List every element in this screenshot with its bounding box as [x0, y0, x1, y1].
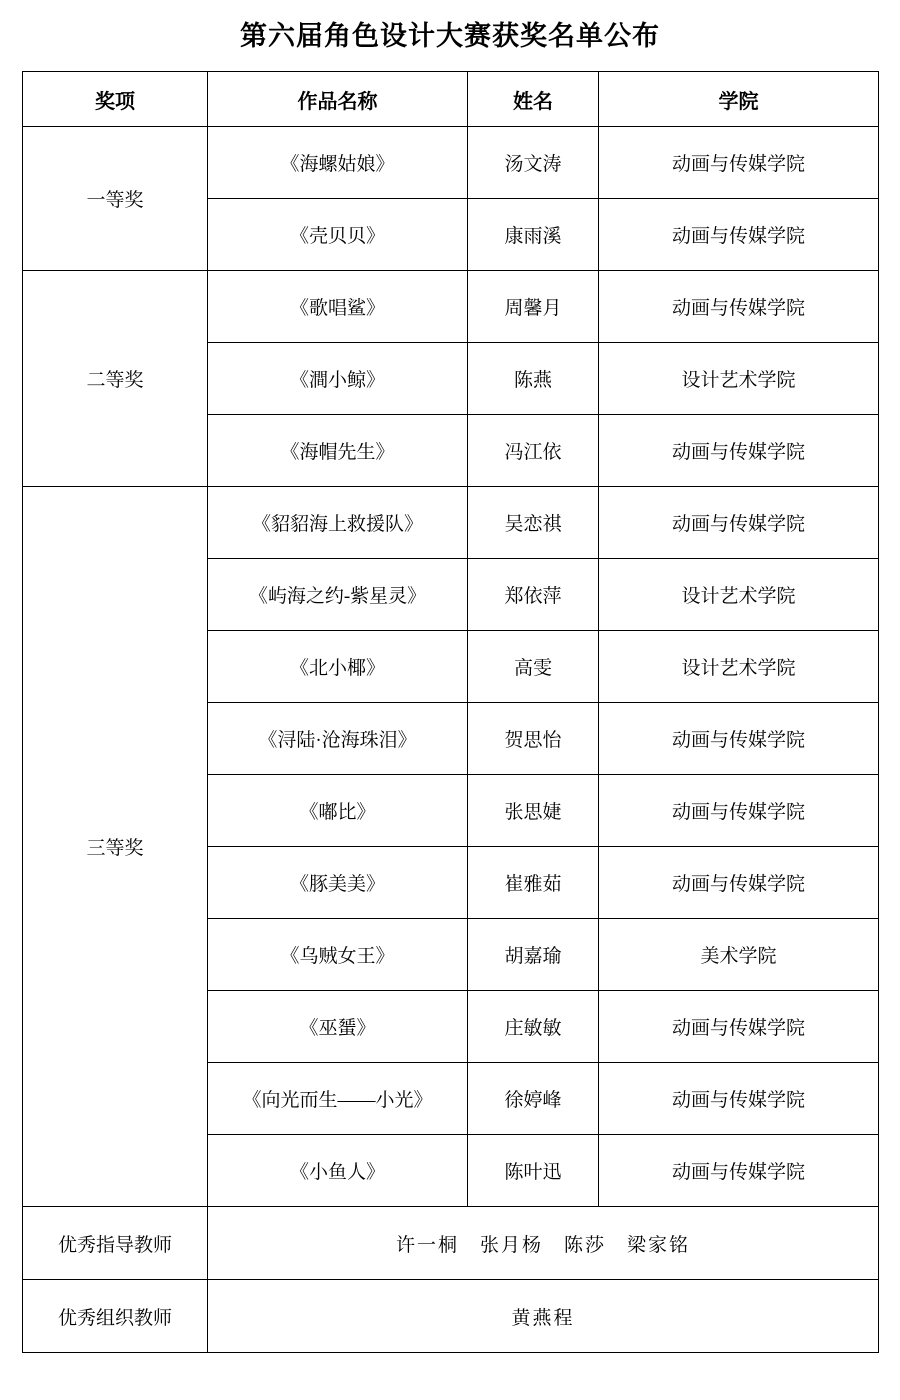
table-row — [23, 1207, 879, 1280]
work-title: 《屿海之约-紫星灵》 — [208, 559, 468, 631]
college-name: 动画与传媒学院 — [599, 199, 879, 271]
table-row — [23, 1280, 879, 1353]
student-name: 张思婕 — [468, 775, 599, 847]
award-category-label: 二等奖 — [23, 271, 208, 487]
college-name: 设计艺术学院 — [599, 343, 879, 415]
college-name: 动画与传媒学院 — [599, 847, 879, 919]
excellent-organizer-label: 优秀组织教师 — [23, 1280, 208, 1353]
award-category-label: 三等奖 — [23, 487, 208, 1207]
excellent-organizer-value: 黄燕程 — [208, 1280, 879, 1353]
college-name: 动画与传媒学院 — [599, 271, 879, 343]
work-title: 《豚美美》 — [208, 847, 468, 919]
student-name: 胡嘉瑜 — [468, 919, 599, 991]
excellent-advisor-label: 优秀指导教师 — [23, 1207, 208, 1280]
student-name: 康雨溪 — [468, 199, 599, 271]
table-row — [23, 127, 879, 199]
college-name: 设计艺术学院 — [599, 631, 879, 703]
work-title: 《向光而生——小光》 — [208, 1063, 468, 1135]
student-name: 冯江依 — [468, 415, 599, 487]
work-title: 《壳贝贝》 — [208, 199, 468, 271]
table-header-row — [23, 72, 879, 127]
student-name: 贺思怡 — [468, 703, 599, 775]
column-header-award: 奖项 — [23, 72, 208, 127]
student-name: 崔雅茹 — [468, 847, 599, 919]
column-header-name: 姓名 — [468, 72, 599, 127]
work-title: 《海帽先生》 — [208, 415, 468, 487]
work-title: 《小鱼人》 — [208, 1135, 468, 1207]
student-name: 吴恋祺 — [468, 487, 599, 559]
college-name: 动画与传媒学院 — [599, 487, 879, 559]
work-title: 《貂貂海上救援队》 — [208, 487, 468, 559]
college-name: 动画与传媒学院 — [599, 775, 879, 847]
college-name: 动画与传媒学院 — [599, 703, 879, 775]
college-name: 动画与传媒学院 — [599, 415, 879, 487]
student-name: 陈燕 — [468, 343, 599, 415]
column-header-college: 学院 — [599, 72, 879, 127]
column-header-work: 作品名称 — [208, 72, 468, 127]
work-title: 《海螺姑娘》 — [208, 127, 468, 199]
work-title: 《巫蜑》 — [208, 991, 468, 1063]
college-name: 动画与传媒学院 — [599, 127, 879, 199]
award-category-label: 一等奖 — [23, 127, 208, 271]
work-title: 《歌唱鲨》 — [208, 271, 468, 343]
work-title: 《浔陆·沧海珠泪》 — [208, 703, 468, 775]
college-name: 美术学院 — [599, 919, 879, 991]
college-name: 动画与传媒学院 — [599, 1135, 879, 1207]
student-name: 汤文涛 — [468, 127, 599, 199]
college-name: 动画与传媒学院 — [599, 991, 879, 1063]
work-title: 《嘟比》 — [208, 775, 468, 847]
work-title: 《澗小鲸》 — [208, 343, 468, 415]
student-name: 高雯 — [468, 631, 599, 703]
college-name: 动画与传媒学院 — [599, 1063, 879, 1135]
table-row — [23, 487, 879, 559]
student-name: 陈叶迅 — [468, 1135, 599, 1207]
page-title: 第六届角色设计大赛获奖名单公布 — [240, 21, 660, 51]
award-list-table — [22, 71, 879, 1353]
college-name: 设计艺术学院 — [599, 559, 879, 631]
table-row — [23, 271, 879, 343]
student-name: 庄敏敏 — [468, 991, 599, 1063]
student-name: 郑依萍 — [468, 559, 599, 631]
student-name: 周馨月 — [468, 271, 599, 343]
work-title: 《乌贼女王》 — [208, 919, 468, 991]
excellent-advisor-value: 许一桐 张月杨 陈莎 梁家铭 — [208, 1207, 879, 1280]
work-title: 《北小椰》 — [208, 631, 468, 703]
student-name: 徐婷峰 — [468, 1063, 599, 1135]
